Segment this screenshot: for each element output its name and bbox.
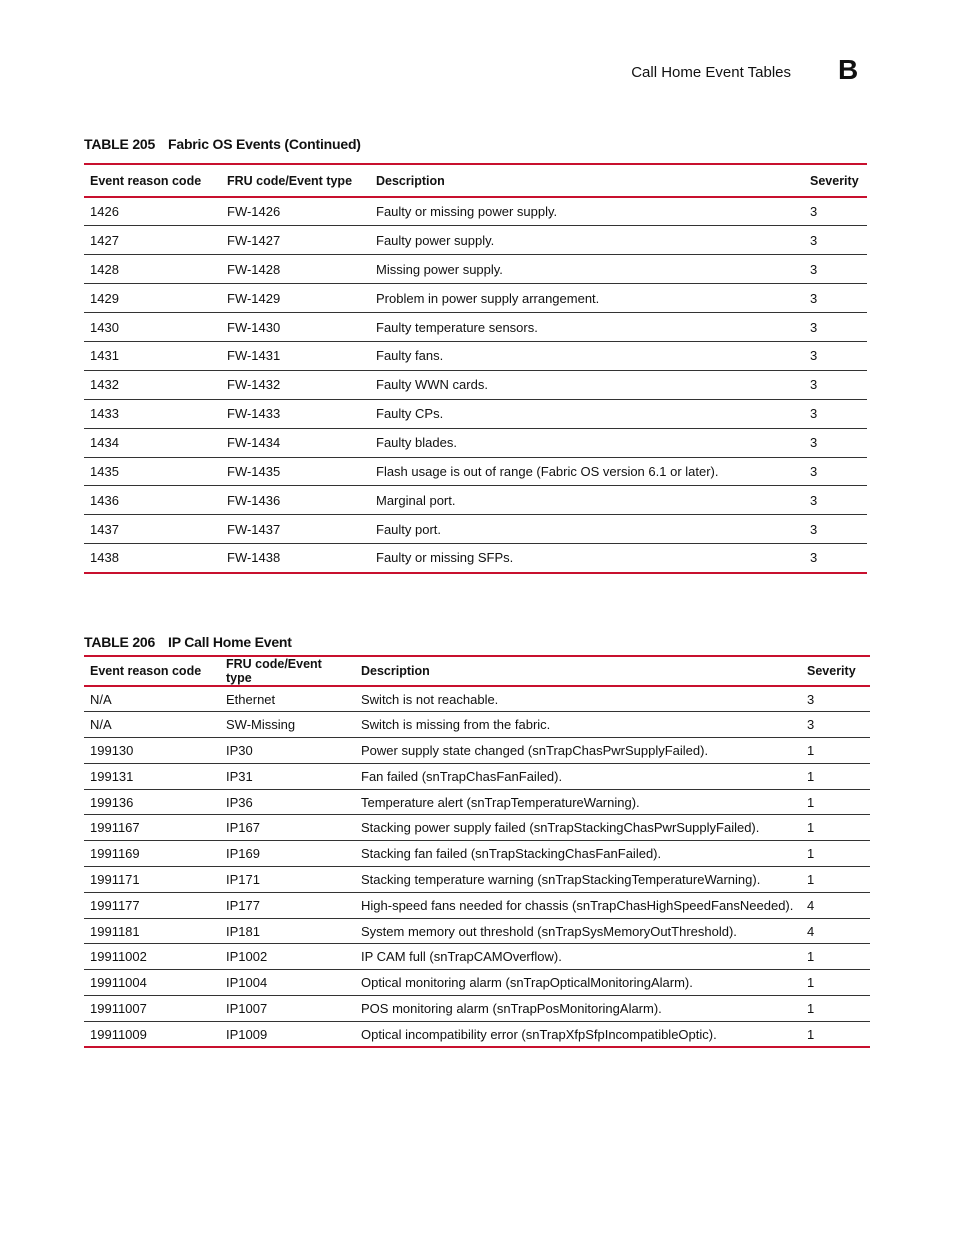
event-reason-code-cell: 19911009 [84,1021,220,1047]
event-reason-code-cell: 199130 [84,738,220,764]
table-row [84,341,867,370]
severity-cell: 1 [801,763,870,789]
description-cell: Missing power supply. [370,255,804,284]
event-reason-code-cell: 1426 [84,197,221,226]
column-header: FRU code/Event type [221,164,370,197]
table-row [84,686,870,712]
severity-cell: 3 [804,197,867,226]
table-row [84,867,870,893]
table-row [84,763,870,789]
severity-cell: 3 [801,712,870,738]
severity-cell: 3 [804,255,867,284]
description-cell: Faulty WWN cards. [370,370,804,399]
description-cell: Temperature alert (snTrapTemperatureWarning). [355,789,801,815]
column-header: Event reason code [84,164,221,197]
table-row [84,197,867,226]
column-header: Severity [801,656,870,686]
description-cell: Faulty CPs. [370,399,804,428]
table-row [84,815,870,841]
description-cell: Faulty or missing SFPs. [370,544,804,573]
table-row [84,892,870,918]
severity-cell: 4 [801,892,870,918]
event-reason-code-cell: 199136 [84,789,220,815]
table-205-body [84,197,867,573]
event-reason-code-cell: 19911002 [84,944,220,970]
event-reason-code-cell: 1433 [84,399,221,428]
severity-cell: 1 [801,944,870,970]
severity-cell: 3 [804,370,867,399]
severity-cell: 3 [804,341,867,370]
fru-code-cell: FW-1437 [221,515,370,544]
fru-code-cell: IP177 [220,892,355,918]
table-205-header-row [84,164,867,197]
event-reason-code-cell: 19911007 [84,996,220,1022]
fru-code-cell: IP169 [220,841,355,867]
table-row [84,789,870,815]
table-206-title: IP Call Home Event [168,634,292,650]
description-cell: Stacking temperature warning (snTrapStackingTemperatureWarning). [355,867,801,893]
running-header-title: Call Home Event Tables [631,64,791,81]
event-reason-code-cell: 19911004 [84,970,220,996]
table-206-body [84,686,870,1047]
severity-cell: 4 [801,918,870,944]
column-header: FRU code/Event type [220,656,355,686]
table-row [84,841,870,867]
description-cell: IP CAM full (snTrapCAMOverflow). [355,944,801,970]
event-reason-code-cell: 1438 [84,544,221,573]
fru-code-cell: FW-1429 [221,284,370,313]
table-row [84,313,867,342]
description-cell: Power supply state changed (snTrapChasPwrSupplyFailed). [355,738,801,764]
fru-code-cell: IP1004 [220,970,355,996]
fru-code-cell: IP1009 [220,1021,355,1047]
event-reason-code-cell: 199131 [84,763,220,789]
fru-code-cell: FW-1436 [221,486,370,515]
severity-cell: 1 [801,815,870,841]
event-reason-code-cell: 1437 [84,515,221,544]
description-cell: Stacking power supply failed (snTrapStackingChasPwrSupplyFailed). [355,815,801,841]
severity-cell: 3 [804,486,867,515]
severity-cell: 3 [804,428,867,457]
table-row [84,712,870,738]
description-cell: Faulty blades. [370,428,804,457]
description-cell: Faulty power supply. [370,226,804,255]
description-cell: Optical monitoring alarm (snTrapOpticalMonitoringAlarm). [355,970,801,996]
table-row [84,428,867,457]
fru-code-cell: IP30 [220,738,355,764]
fru-code-cell: IP31 [220,763,355,789]
description-cell: Flash usage is out of range (Fabric OS version 6.1 or later). [370,457,804,486]
table-row [84,738,870,764]
description-cell: Faulty fans. [370,341,804,370]
description-cell: Problem in power supply arrangement. [370,284,804,313]
table-205-label: TABLE 205 [84,136,156,152]
event-reason-code-cell: 1991177 [84,892,220,918]
fru-code-cell: FW-1432 [221,370,370,399]
fru-code-cell: IP1002 [220,944,355,970]
severity-cell: 3 [804,226,867,255]
severity-cell: 3 [804,313,867,342]
table-row [84,370,867,399]
table-205 [84,163,867,574]
event-reason-code-cell: 1428 [84,255,221,284]
fru-code-cell: Ethernet [220,686,355,712]
description-cell: POS monitoring alarm (snTrapPosMonitoringAlarm). [355,996,801,1022]
table-row [84,996,870,1022]
event-reason-code-cell: 1432 [84,370,221,399]
table-row [84,970,870,996]
severity-cell: 3 [804,399,867,428]
description-cell: Faulty or missing power supply. [370,197,804,226]
table-206-caption [84,634,292,650]
description-cell: System memory out threshold (snTrapSysMemoryOutThreshold). [355,918,801,944]
table-row [84,1021,870,1047]
event-reason-code-cell: 1431 [84,341,221,370]
appendix-letter: B [838,54,859,85]
fru-code-cell: IP171 [220,867,355,893]
table-205-caption [84,136,361,152]
fru-code-cell: SW-Missing [220,712,355,738]
description-cell: Switch is missing from the fabric. [355,712,801,738]
event-reason-code-cell: 1991181 [84,918,220,944]
description-cell: High-speed fans needed for chassis (snTrapChasHighSpeedFansNeeded). [355,892,801,918]
event-reason-code-cell: 1430 [84,313,221,342]
description-cell: Faulty port. [370,515,804,544]
severity-cell: 3 [801,686,870,712]
fru-code-cell: FW-1435 [221,457,370,486]
event-reason-code-cell: 1991167 [84,815,220,841]
description-cell: Stacking fan failed (snTrapStackingChasFanFailed). [355,841,801,867]
fru-code-cell: FW-1431 [221,341,370,370]
description-cell: Faulty temperature sensors. [370,313,804,342]
severity-cell: 1 [801,841,870,867]
table-205-title: Fabric OS Events (Continued) [168,136,361,152]
severity-cell: 3 [804,515,867,544]
description-cell: Switch is not reachable. [355,686,801,712]
severity-cell: 1 [801,1021,870,1047]
fru-code-cell: FW-1426 [221,197,370,226]
severity-cell: 3 [804,284,867,313]
fru-code-cell: FW-1434 [221,428,370,457]
event-reason-code-cell: 1991169 [84,841,220,867]
event-reason-code-cell: 1436 [84,486,221,515]
table-row [84,486,867,515]
table-row [84,226,867,255]
table-row [84,284,867,313]
fru-code-cell: FW-1427 [221,226,370,255]
description-cell: Marginal port. [370,486,804,515]
table-row [84,544,867,573]
fru-code-cell: FW-1438 [221,544,370,573]
event-reason-code-cell: 1429 [84,284,221,313]
table-row [84,918,870,944]
fru-code-cell: IP1007 [220,996,355,1022]
column-header: Description [355,656,801,686]
event-reason-code-cell: N/A [84,712,220,738]
column-header: Severity [804,164,867,197]
description-cell: Optical incompatibility error (snTrapXfpSfpIncompatibleOptic). [355,1021,801,1047]
event-reason-code-cell: 1435 [84,457,221,486]
severity-cell: 1 [801,996,870,1022]
severity-cell: 1 [801,970,870,996]
severity-cell: 1 [801,867,870,893]
event-reason-code-cell: 1434 [84,428,221,457]
severity-cell: 1 [801,789,870,815]
severity-cell: 3 [804,457,867,486]
fru-code-cell: IP36 [220,789,355,815]
column-header: Description [370,164,804,197]
event-reason-code-cell: N/A [84,686,220,712]
severity-cell: 1 [801,738,870,764]
table-row [84,944,870,970]
table-row [84,457,867,486]
table-206-header-row [84,656,870,686]
fru-code-cell: FW-1430 [221,313,370,342]
severity-cell: 3 [804,544,867,573]
table-row [84,515,867,544]
table-row [84,399,867,428]
event-reason-code-cell: 1991171 [84,867,220,893]
fru-code-cell: IP167 [220,815,355,841]
column-header: Event reason code [84,656,220,686]
fru-code-cell: FW-1428 [221,255,370,284]
table-row [84,255,867,284]
description-cell: Fan failed (snTrapChasFanFailed). [355,763,801,789]
event-reason-code-cell: 1427 [84,226,221,255]
fru-code-cell: IP181 [220,918,355,944]
table-206-label: TABLE 206 [84,634,156,650]
fru-code-cell: FW-1433 [221,399,370,428]
table-206 [84,655,870,1048]
